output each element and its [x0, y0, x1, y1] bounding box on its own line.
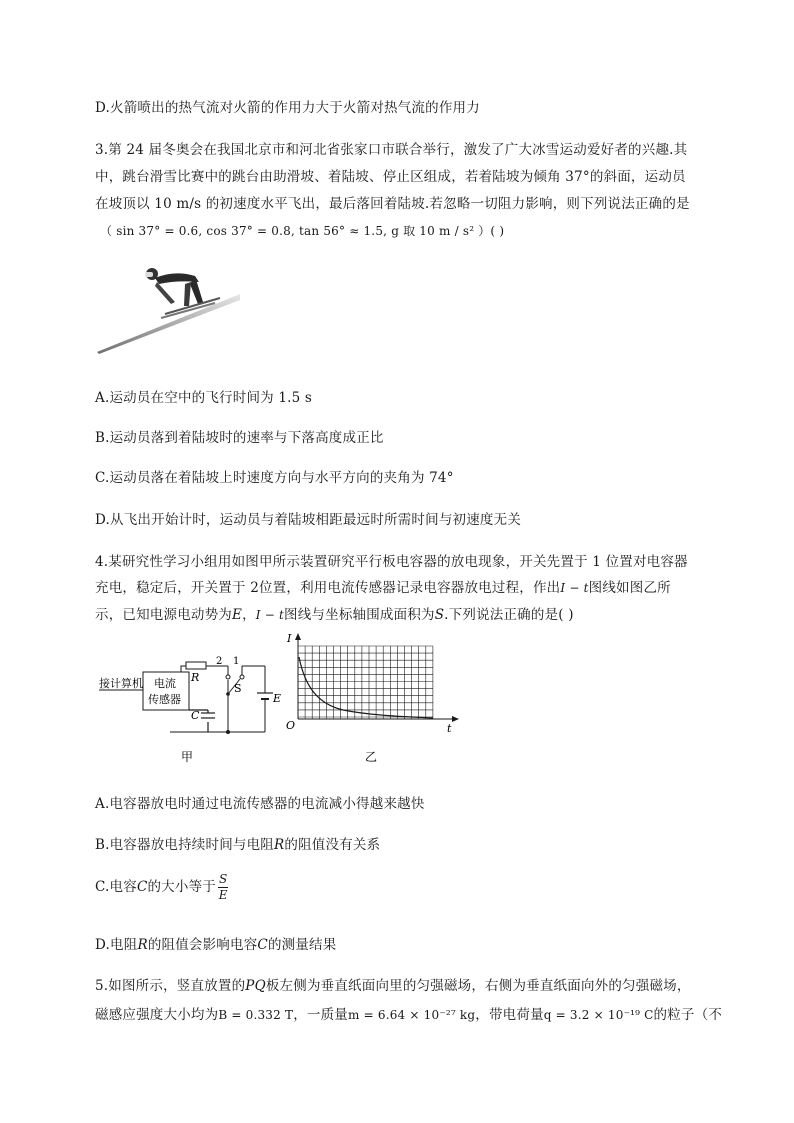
landing-slope — [97, 294, 240, 354]
x-axis-label: t — [447, 722, 452, 735]
resistor-r — [186, 662, 206, 669]
y-axis-label: I — [287, 632, 292, 645]
q5-stem-line2: 磁感应强度大小均为B = 0.332 T，一质量m = 6.64 × 10⁻²⁷ kg，带电荷量q = 3.2 × 10⁻¹⁹ C的粒子（不 — [95, 1007, 723, 1023]
computer-label: 接计算机 — [99, 677, 143, 690]
q4-option-d: D.电阻R的阻值会影响电容C的测量结果 — [95, 937, 337, 953]
q3-option-b: B.运动员落到着陆坡时的速率与下落高度成正比 — [95, 430, 384, 446]
i-t-graph — [283, 632, 463, 772]
sensor-label-line1: 电流 — [154, 677, 176, 690]
q3-given-values: （ sin 37° = 0.6, cos 37° = 0.8, tan 56° ≈ 1.5, g 取 10 m / s² ）( ) — [100, 224, 505, 238]
switch-pos2-label: 2 — [216, 656, 223, 667]
figure-jia-caption: 甲 — [181, 750, 194, 764]
q3-option-c: C.运动员落在着陆坡上时速度方向与水平方向的夹角为 74° — [95, 470, 454, 486]
resistor-label: R — [191, 671, 200, 684]
graph-grid — [298, 646, 433, 719]
fraction-s-over-e: $\frac{S}{E}$ — [218, 872, 228, 902]
switch-pos1-label: 1 — [233, 656, 240, 667]
q3-stem-line2: 中，跳台滑雪比赛中的跳台由助滑坡、着陆坡、停止区组成，若着陆坡为倾角 37°的斜面，运动员 — [95, 169, 686, 185]
q3-option-d: D.从飞出开始计时，运动员与着陆坡相距最远时所需时间与初速度无关 — [95, 512, 522, 528]
q2-option-d: D.火箭喷出的热气流对火箭的作用力大于火箭对热气流的作用力 — [95, 100, 480, 116]
origin-label: O — [286, 719, 296, 732]
q4-stem-line2: 充电，稳定后，开关置于 2位置，利用电流传感器记录电容器放电过程，作出I − t图线如图乙所 — [95, 580, 671, 596]
circuit-diagram — [95, 648, 295, 773]
sensor-label-line2: 传感器 — [148, 693, 181, 706]
ski-jumper-figure — [95, 262, 245, 357]
q4-stem-line3: 示，已知电源电动势为E，I − t图线与坐标轴围成面积为S.下列说法正确的是( ) — [95, 607, 574, 623]
capacitor-label: C — [191, 709, 200, 722]
q3-option-a: A.运动员在空中的飞行时间为 1.5 s — [95, 390, 313, 406]
q3-stem-line3: 在坡顶以 10 m/s 的初速度水平飞出，最后落回着陆坡.若忽略一切阻力影响，则下列说法正确的是 — [95, 196, 690, 212]
q4-option-b: B.电容器放电持续时间与电阻R的阻值没有关系 — [95, 837, 381, 853]
q4-option-c: C.电容C的大小等于 $\frac{S}{E}$ — [95, 872, 228, 902]
q5-stem-line1: 5.如图所示，竖直放置的PQ板左侧为垂直纸面向里的匀强磁场，右侧为垂直纸面向外的匀强磁场， — [95, 978, 691, 994]
q4-option-a: A.电容器放电时通过电流传感器的电流减小得越来越快 — [95, 796, 425, 812]
q3-stem-line1: 3.第 24 届冬奥会在我国北京市和河北省张家口市联合举行，激发了广大冰雪运动爱好者的兴趣.其 — [95, 142, 688, 158]
q4-stem-line1: 4.某研究性学习小组用如图甲所示装置研究平行板电容器的放电现象，开关先置于 1 位置对电容器 — [95, 554, 688, 570]
switch-label: S — [234, 682, 242, 695]
emf-label: E — [273, 692, 282, 705]
figure-yi-caption: 乙 — [365, 750, 378, 764]
